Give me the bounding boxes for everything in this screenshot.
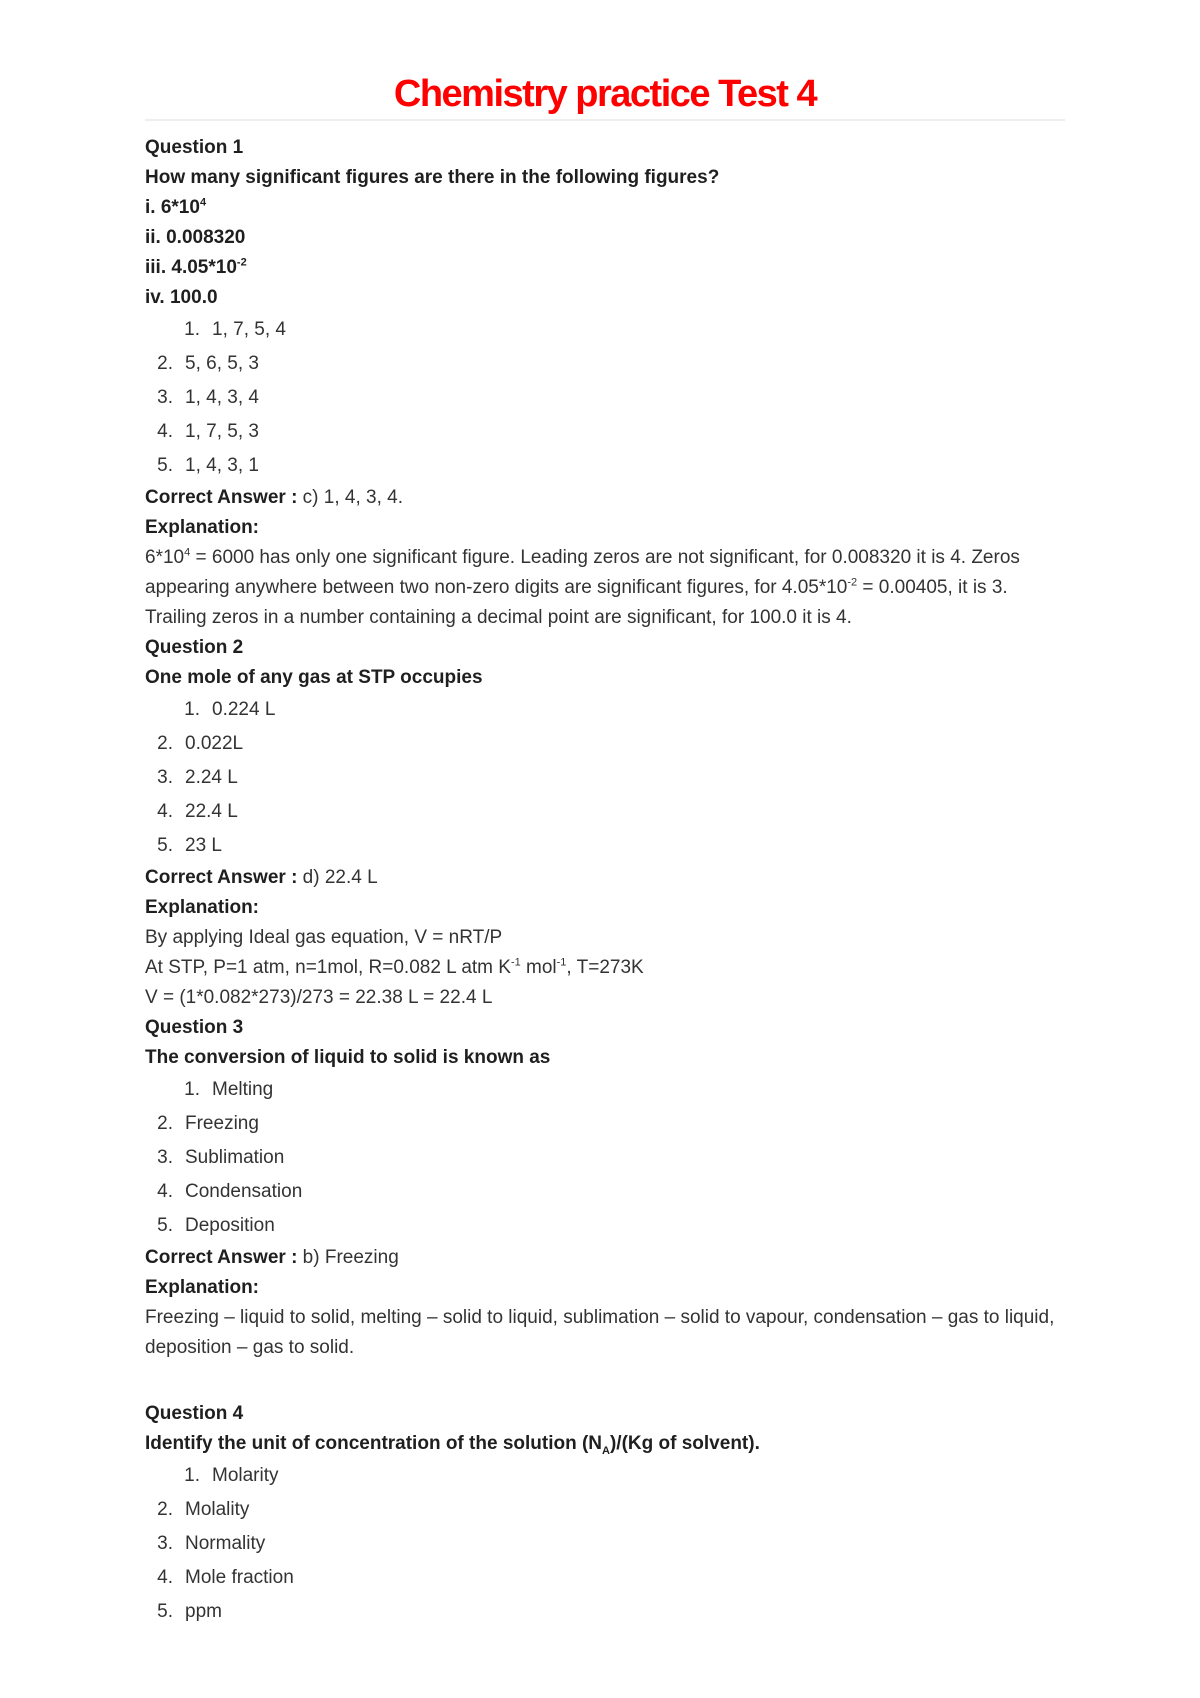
explanation-label: Explanation: xyxy=(145,517,260,538)
question-item: i. $6*10^4$ xyxy=(145,196,207,218)
options-list xyxy=(145,1459,1065,1629)
question-heading: Question 3 xyxy=(145,1017,244,1038)
explanation-text: At STP, P=1 atm, n=1mol, R=0.082 L atm $K^{-1}$ mol$^{-1}$, T=273K xyxy=(145,956,644,978)
option-item: 3. Normality xyxy=(157,1533,266,1554)
option-item: 2. Freezing xyxy=(157,1113,259,1134)
explanation-text: V = (1*0.082*273)/273 = 22.38 L = 22.4 L xyxy=(145,987,493,1008)
option-item: 3. 1, 4, 3, 4 xyxy=(157,387,259,408)
correct-answer: Correct Answer : b) Freezing xyxy=(145,1247,399,1268)
option-item: 4. Mole fraction xyxy=(157,1567,294,1588)
correct-answer: Correct Answer : d) 22.4 L xyxy=(145,867,378,888)
question-item: iv. 100.0 xyxy=(145,287,218,308)
option-item: 1. Molarity xyxy=(184,1465,279,1486)
option-item: 5. ppm xyxy=(157,1601,222,1622)
option-item: 3. 2.24 L xyxy=(157,767,238,788)
option-item: 4. 1, 7, 5, 3 xyxy=(157,421,259,442)
options-list xyxy=(145,1073,1065,1243)
question-heading: Question 2 xyxy=(145,637,244,658)
option-item: 2. 0.022L xyxy=(157,733,244,754)
title-divider xyxy=(145,119,1065,121)
question-item: ii. 0.008320 xyxy=(145,227,246,248)
option-item: 2. Molality xyxy=(157,1499,250,1520)
question-prompt: One mole of any gas at STP occupies xyxy=(145,667,483,688)
option-item: 5. 1, 4, 3, 1 xyxy=(157,455,259,476)
page-title: Chemistry practice Test 4 xyxy=(393,73,817,115)
question-heading: Question 4 xyxy=(145,1403,244,1424)
option-item: 2. 5, 6, 5, 3 xyxy=(157,353,259,374)
option-item: 5. Deposition xyxy=(157,1215,275,1236)
option-item: 5. 23 L xyxy=(157,835,222,856)
question-prompt: How many significant figures are there in the following figures? xyxy=(145,167,720,188)
option-item: 4. Condensation xyxy=(157,1181,303,1202)
explanation-label: Explanation: xyxy=(145,1277,260,1298)
option-item: 1. 0.224 L xyxy=(184,699,276,720)
explanation-text: $6*10^4 = 6000$ has only one significant figure. Leading zeros are not significant, for 0.008320 it is 4. Zeros appearing anywhere between two non-zero digits are significant figures, for $4.05*10^{-2} = 0.00405$, it is 3. Trailing zeros in a number containing a decimal point are significant, for 100.0 it is 4. xyxy=(145,546,1020,628)
options-list xyxy=(145,313,1065,483)
question-prompt: The conversion of liquid to solid is known as xyxy=(145,1047,551,1068)
option-item: 4. 22.4 L xyxy=(157,801,238,822)
option-item: 1. 1, 7, 5, 4 xyxy=(184,319,286,340)
explanation-label: Explanation: xyxy=(145,897,260,918)
option-item: 1. Melting xyxy=(184,1079,274,1100)
option-item: 3. Sublimation xyxy=(157,1147,285,1168)
document-content xyxy=(145,133,1065,1629)
spacer xyxy=(145,1363,1065,1399)
options-list xyxy=(145,693,1065,863)
explanation-text: Freezing – liquid to solid, melting – solid to liquid, sublimation – solid to vapour, condensation – gas to liquid, deposition – gas to solid. xyxy=(145,1307,1055,1358)
question-prompt: Identify the unit of concentration of the solution $(N_A)/(Kg$ of solvent). xyxy=(145,1433,760,1457)
question-item: iii. $4.05*10^{-2}$ xyxy=(145,256,247,278)
explanation-text: By applying Ideal gas equation, V = nRT/P xyxy=(145,927,503,948)
question-heading: Question 1 xyxy=(145,137,244,158)
correct-answer: Correct Answer : c) 1, 4, 3, 4. xyxy=(145,487,403,508)
